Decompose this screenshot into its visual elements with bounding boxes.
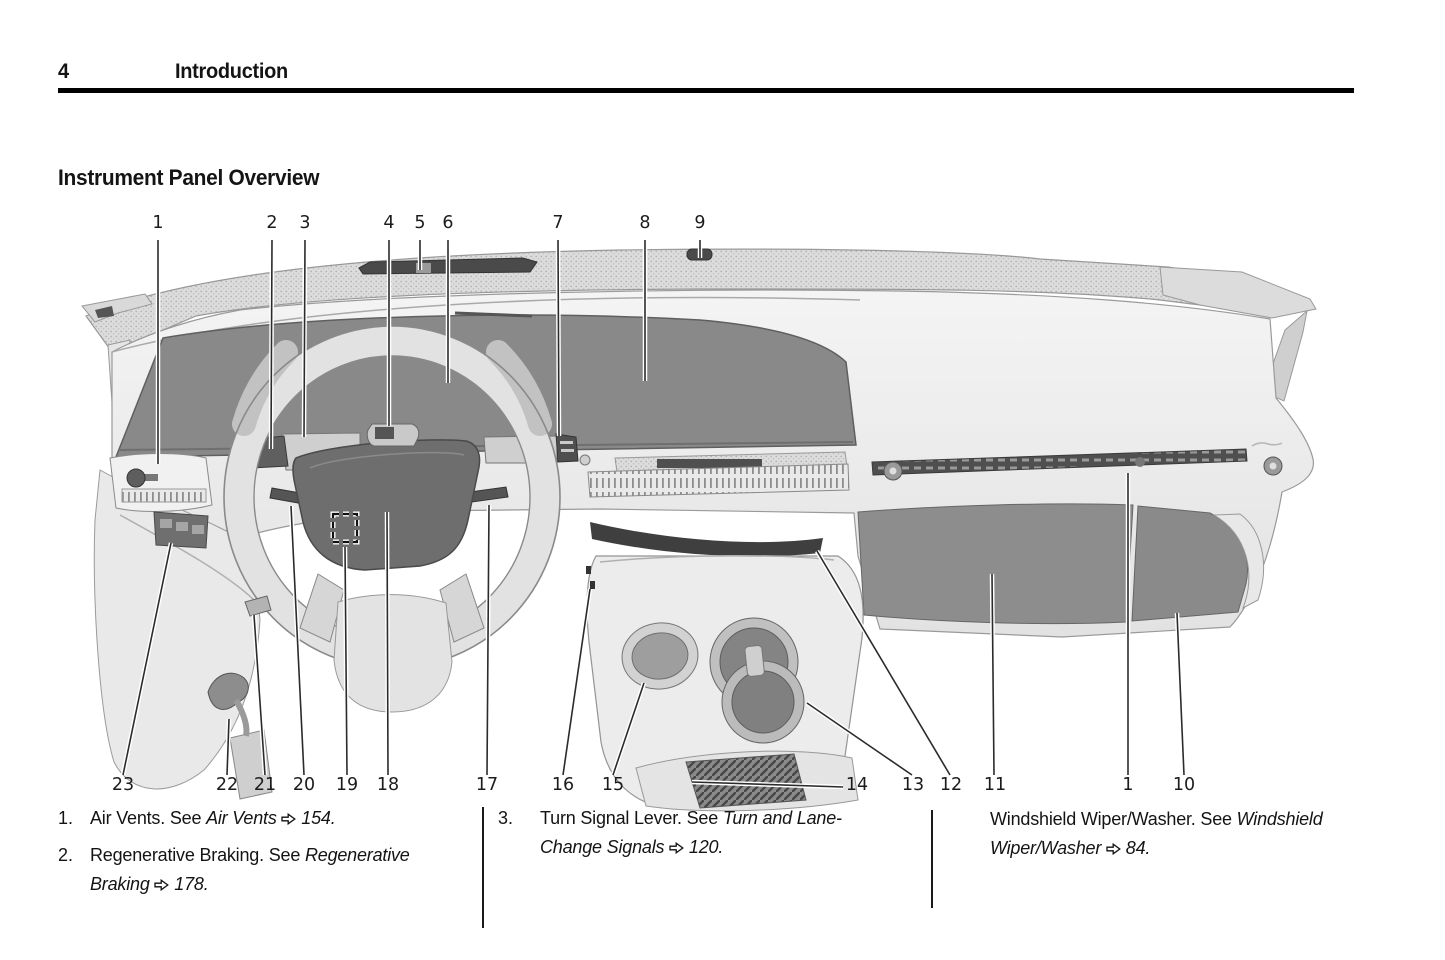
left-air-vent-pod: [110, 454, 212, 512]
callout-number: 11: [983, 775, 1007, 795]
section-title: Introduction: [175, 60, 288, 83]
switch-key-2: [176, 522, 188, 531]
callout-number: 10: [1172, 775, 1196, 795]
cross-reference: Turn and Lane-Change Signals: [540, 808, 842, 857]
legend-column-1: [58, 804, 426, 899]
callout-number: 13: [901, 775, 925, 795]
switch-key-1: [160, 519, 172, 528]
glovebox-lower-panel: [858, 504, 1133, 624]
page-ref-arrow-icon: [1106, 838, 1121, 858]
wiper-stalk: [556, 434, 578, 462]
callout-number: 12: [939, 775, 963, 795]
callout-number: 6: [442, 213, 454, 233]
console-button-dot-1: [586, 566, 591, 574]
steering-column-cover: [334, 595, 452, 712]
legend-item-text: Windshield Wiper/Washer. See Windshield Wiper/Washer 84.: [990, 809, 1323, 858]
callout-number: 19: [335, 775, 359, 795]
passenger-vent-knob-right-dot: [1270, 463, 1277, 470]
callout-number: 7: [552, 213, 564, 233]
cross-reference: Regenerative Braking: [90, 845, 410, 894]
console-button-dot-2: [590, 581, 595, 589]
cross-reference: Windshield Wiper/Washer: [990, 809, 1323, 858]
callout-number: 8: [639, 213, 651, 233]
passenger-vent-detail: [1135, 457, 1145, 467]
page-reference: 154.: [301, 808, 336, 828]
legend-divider-left: [482, 807, 484, 928]
legend-column-3: [954, 805, 1342, 863]
cupholder-rear-inner: [732, 671, 794, 733]
callout-number: 22: [215, 775, 239, 795]
legend-item-text: Turn Signal Lever. See Turn and Lane-Change Signals 120.: [540, 808, 842, 857]
cupholder-divider-tab: [745, 645, 765, 677]
switch-key-3: [192, 525, 204, 534]
page-ref-arrow-icon: [281, 808, 296, 828]
center-screw: [580, 455, 590, 465]
callout-number: 21: [253, 775, 277, 795]
page-reference: 120.: [688, 837, 724, 857]
callout-number: 16: [551, 775, 575, 795]
cross-reference: Air Vents: [206, 808, 277, 828]
legend-item-text: Air Vents. See Air Vents 154.: [90, 808, 336, 828]
callout-number: 14: [845, 775, 869, 795]
legend-item-number: 2.: [58, 845, 74, 865]
legend-item-wiper-washer: [954, 805, 1342, 863]
callout-number: 18: [376, 775, 400, 795]
callout-number: 1: [152, 213, 164, 233]
callout-number: 9: [694, 213, 706, 233]
callout-number: 3: [299, 213, 311, 233]
callout-number: 15: [601, 775, 625, 795]
legend-item-number: 1.: [58, 808, 74, 828]
page-reference: 178.: [174, 874, 209, 894]
vent-knob: [127, 469, 145, 487]
callout-number: 23: [111, 775, 135, 795]
legend-divider-right: [931, 810, 933, 908]
page-number: 4: [58, 60, 69, 83]
legend-item-number: 3.: [498, 808, 514, 828]
callout-number: 17: [475, 775, 499, 795]
legend-item-air-vents: [58, 804, 426, 833]
callout-number: 1: [1122, 775, 1134, 795]
passenger-vent-knob-left-dot: [890, 468, 897, 475]
center-dark-slot: [590, 522, 823, 556]
legend-item-text: Regenerative Braking. See Regenerative Braking 178.: [90, 845, 410, 894]
legend-item-regen-braking: [58, 841, 426, 899]
page-ref-arrow-icon: [669, 837, 684, 857]
wiper-stalk-stripe: [560, 441, 573, 444]
legend-column-2: [498, 804, 876, 862]
callout-number: 20: [292, 775, 316, 795]
callout-number: 2: [266, 213, 278, 233]
page-reference: 84.: [1125, 838, 1151, 858]
left-vent-fins: [122, 489, 206, 502]
page-title: Instrument Panel Overview: [58, 165, 320, 190]
callout-number: 5: [414, 213, 426, 233]
driver-mode-pod-screen: [375, 427, 394, 439]
legend-item-turn-signal: [498, 804, 876, 862]
page-ref-arrow-icon: [154, 874, 169, 894]
wiper-stalk-stripe2: [561, 449, 574, 452]
callout-number: 4: [383, 213, 395, 233]
